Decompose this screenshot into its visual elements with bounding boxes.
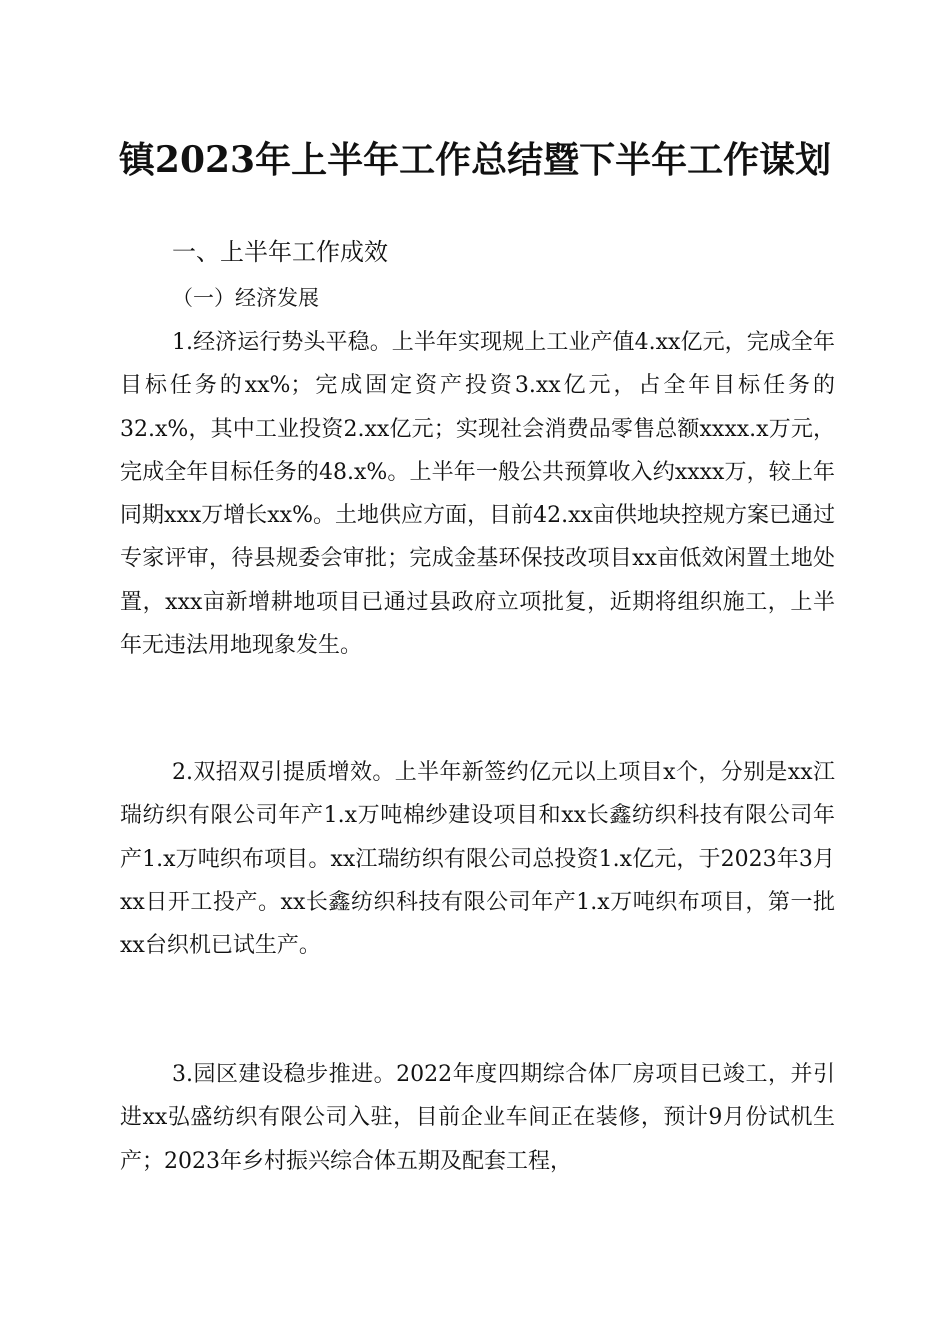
paragraph-park-construction: 3.园区建设稳步推进。2022年度四期综合体厂房项目已竣工，并引进xx弘盛纺织有限公司入驻，目前企业车间正在装修，预计9月份试机生产；2023年乡村振兴综合体五期及配套工程， — [120, 1062, 835, 1174]
paragraph-economic-operation: 1.经济运行势头平稳。上半年实现规上工业产值4.xx亿元，完成全年目标任务的xx%；完成固定资产投资3.xx亿元，占全年目标任务的32.x%，其中工业投资2.xx亿元；实现社会消费品零售总额xxxx.x万元，完成全年目标任务的48.x%。上半年一般公共预算收入约xxxx万，较上年同期xxx万增长xx%。土地供应方面，目前42.xx亩供地块控规方案已通过专家评审，待县规委会审批；完成金基环保技改项目xx亩低效闲置土地处置，xxx亩新增耕地项目已通过县政府立项批复，近期将组织施工，上半年无违法用地现象发生。 — [120, 330, 835, 659]
subsection-heading: （一）经济发展 — [172, 286, 319, 310]
section-heading: 一、上半年工作成效 — [172, 238, 388, 266]
document-title: 镇2023年上半年工作总结暨下半年工作谋划 — [118, 139, 832, 181]
paragraph-investment-attraction: 2.双招双引提质增效。上半年新签约亿元以上项目x个，分别是xx江瑞纺织有限公司年产1.x万吨棉纱建设项目和xx长鑫纺织科技有限公司年产1.x万吨织布项目。xx江瑞纺织有限公司总投资1.x亿元，于2023年3月xx日开工投产。xx长鑫纺织科技有限公司年产1.x万吨织布项目，第一批xx台织机已试生产。 — [120, 760, 835, 959]
